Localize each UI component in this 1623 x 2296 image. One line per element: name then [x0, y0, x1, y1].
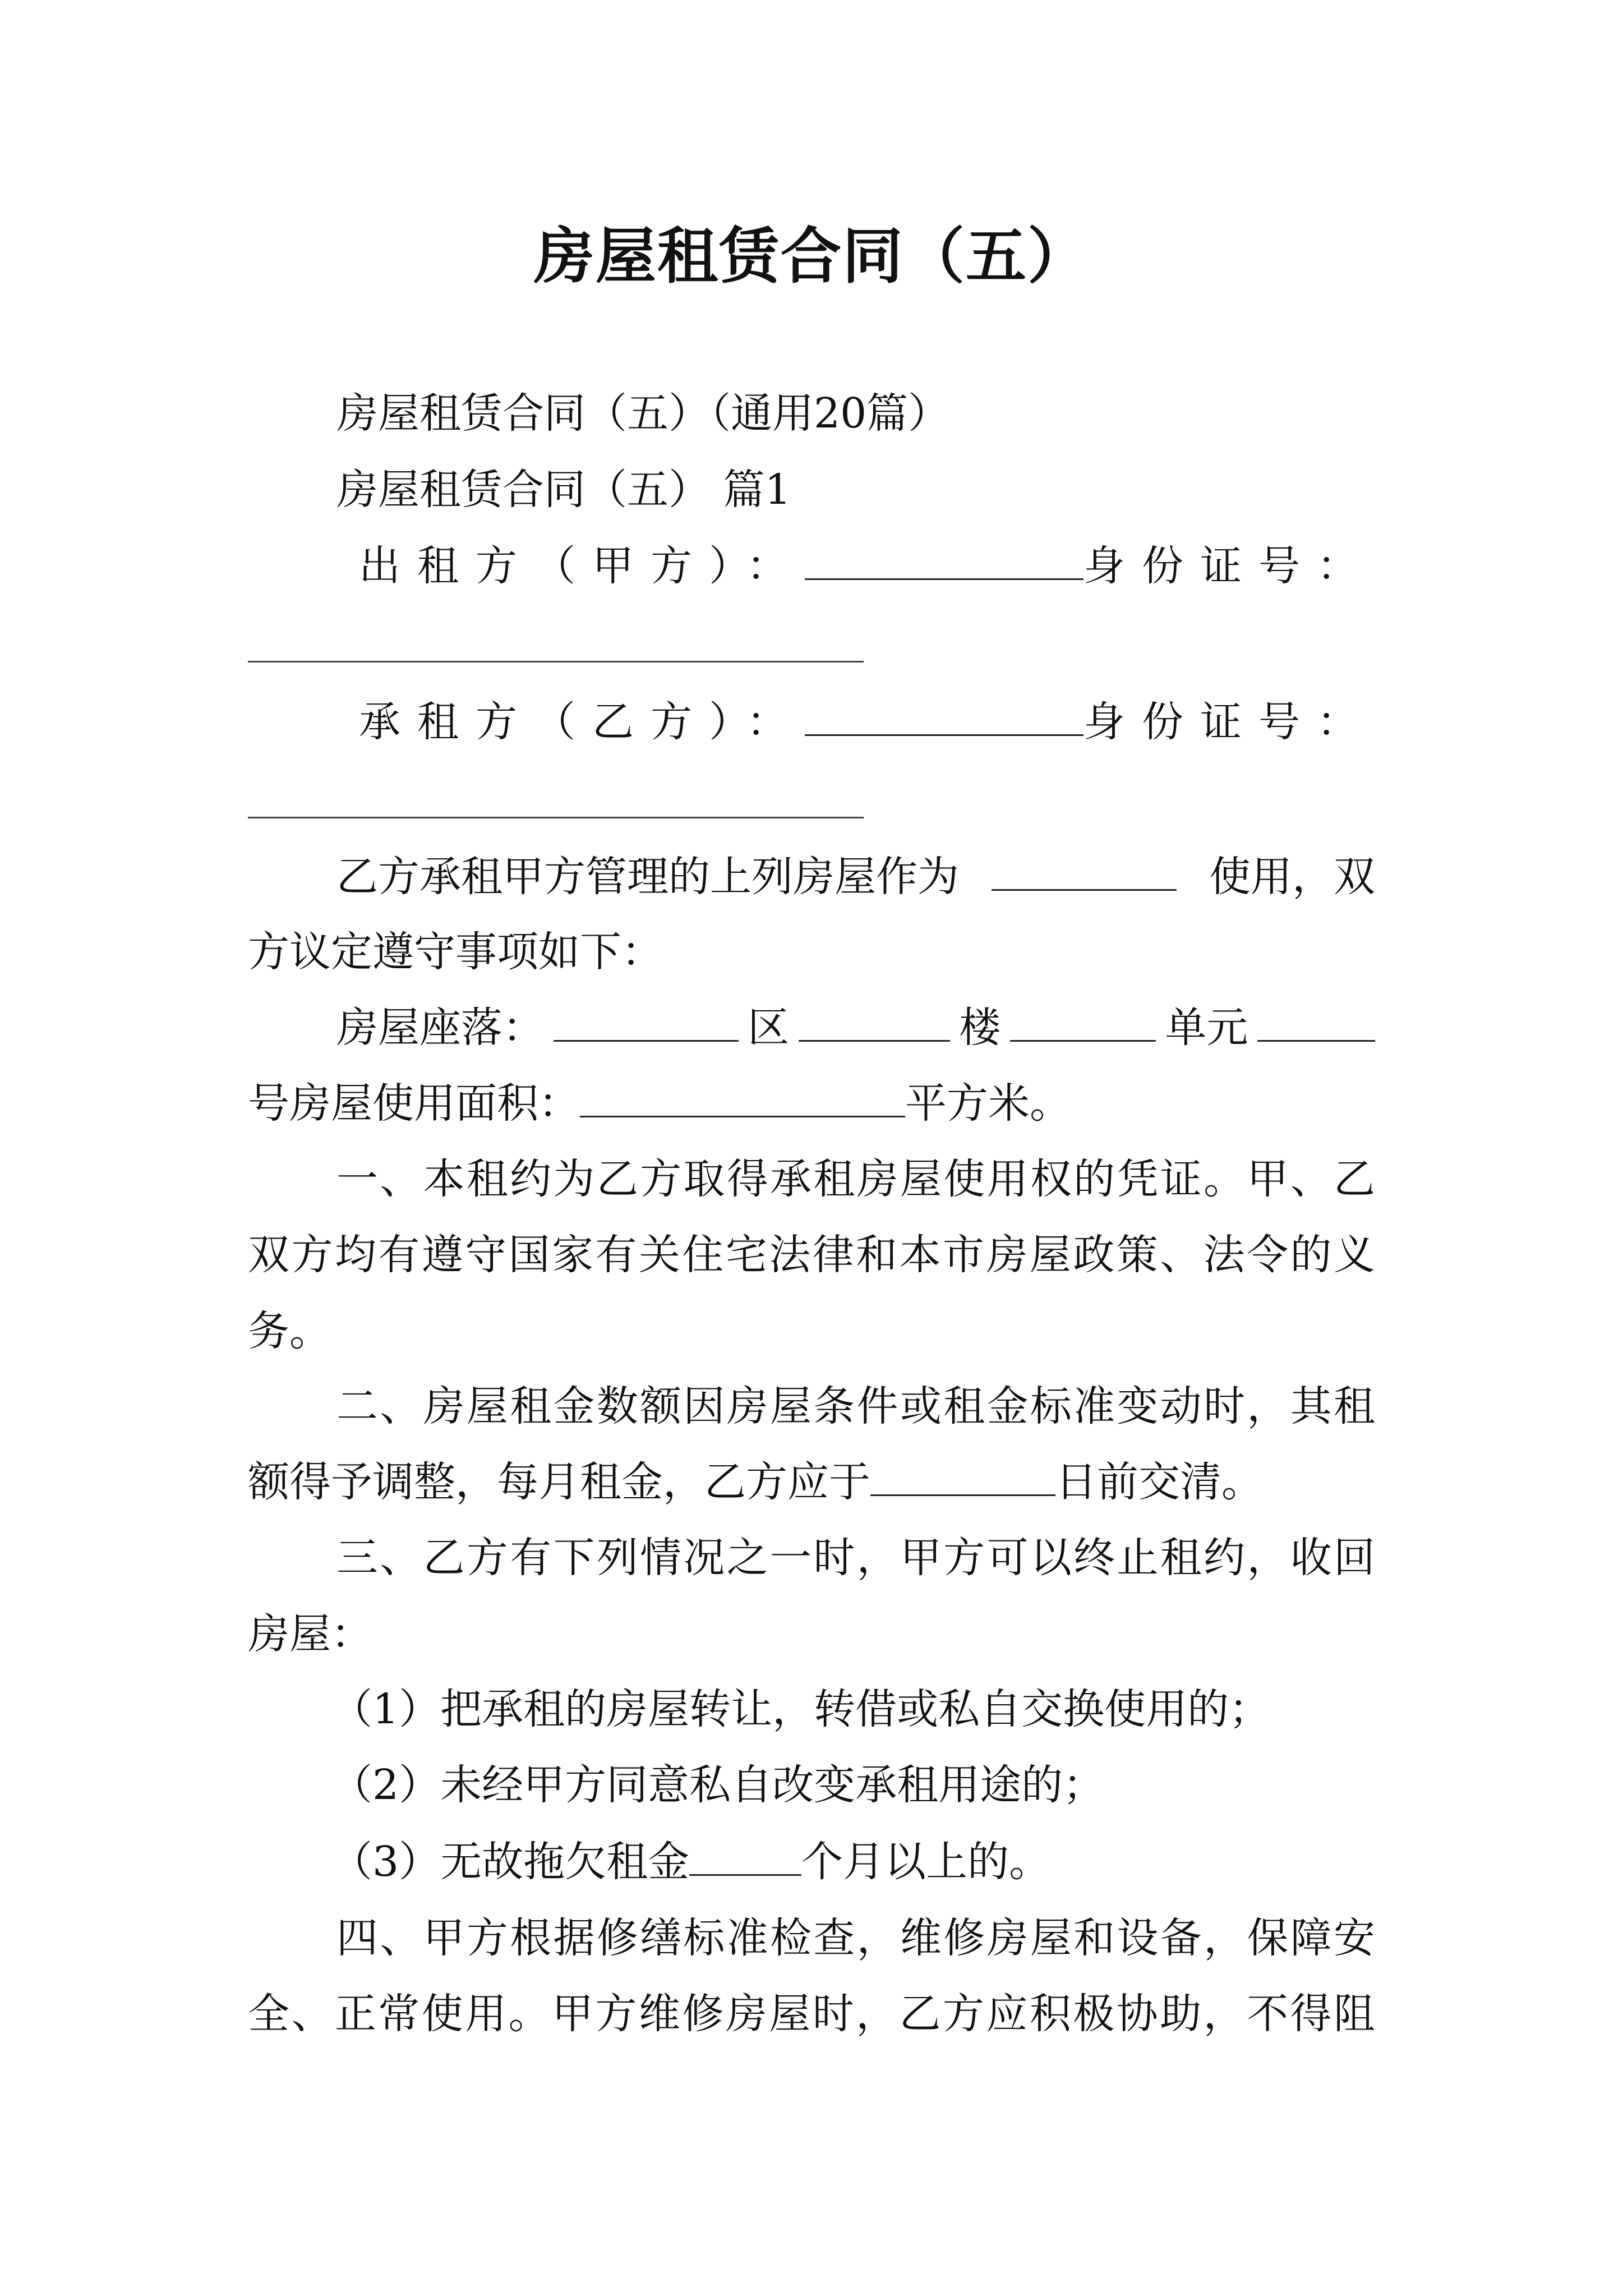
lessor-label: 出租方（甲方）： — [359, 542, 805, 590]
area-blank — [580, 1083, 905, 1117]
district-blank — [554, 1007, 739, 1042]
building-label: 楼 — [959, 1004, 1001, 1052]
lessee-id-label: 身份证号： — [1083, 698, 1375, 746]
clause-2-text-a: 额得予调整，每月租金，乙方应于 — [248, 1458, 870, 1506]
usage-line-1 — [336, 853, 1375, 901]
usage-text-1: 乙方承租甲方管理的上列房屋作为 — [336, 853, 959, 901]
unit-label: 单元 — [1165, 1004, 1248, 1052]
arrears-months-blank — [689, 1842, 801, 1876]
lessor-id-label: 身份证号： — [1083, 542, 1375, 590]
usage-blank — [992, 857, 1177, 891]
room-blank — [1257, 1007, 1375, 1042]
location-line-1 — [336, 1004, 1375, 1052]
payment-day-blank — [870, 1462, 1055, 1496]
area-label: 号房屋使用面积： — [248, 1079, 580, 1128]
clause-1-line-1: 一、本租约为乙方取得承租房屋使用权的凭证。甲、乙 — [336, 1155, 1375, 1203]
clause-2-text-b: 日前交清。 — [1055, 1458, 1263, 1506]
clause-3-item-1: （1）把承租的房屋转让，转借或私自交换使用的； — [331, 1685, 1271, 1733]
district-label: 区 — [748, 1004, 790, 1052]
item-3-text-a: （3）无故拖欠租金 — [331, 1838, 690, 1886]
lessor-id-blank — [248, 661, 864, 662]
unit-blank — [1010, 1007, 1156, 1042]
clause-3-line-2: 房屋： — [248, 1610, 372, 1658]
clause-1-line-3: 务。 — [248, 1307, 331, 1355]
clause-2-line-1: 二、房屋租金数额因房屋条件或租金标准变动时，其租 — [336, 1382, 1375, 1430]
location-line-2 — [248, 1079, 1375, 1128]
building-blank — [799, 1007, 950, 1042]
document-title: 房屋租赁合同（五） — [533, 221, 1089, 292]
usage-line-2: 方议定遵守事项如下： — [248, 928, 663, 976]
lessee-id-blank — [248, 817, 864, 818]
subtitle: 房屋租赁合同（五）（通用20篇） — [336, 389, 950, 438]
area-unit: 平方米。 — [905, 1079, 1071, 1128]
lessor-name-blank — [805, 546, 1083, 580]
location-label: 房屋座落： — [336, 1004, 544, 1052]
lessee-name-blank — [805, 702, 1083, 736]
clause-4-line-2: 全、正常使用。甲方维修房屋时，乙方应积极协助，不得阻 — [248, 1990, 1375, 2038]
clause-3-line-1: 三、乙方有下列情况之一时，甲方可以终止租约，收回 — [336, 1534, 1375, 1582]
lessee-label: 承租方（乙方）： — [359, 698, 805, 746]
section-heading: 房屋租赁合同（五） 篇1 — [336, 466, 791, 514]
lessor-line — [359, 542, 1375, 590]
clause-4-line-1: 四、甲方根据修缮标准检查，维修房屋和设备，保障安 — [336, 1914, 1375, 1962]
clause-3-item-3 — [331, 1838, 1051, 1886]
usage-text-2: 使用，双 — [1209, 853, 1375, 901]
clause-2-line-2 — [248, 1458, 1375, 1506]
clause-1-line-2: 双方均有遵守国家有关住宅法律和本市房屋政策、法令的义 — [248, 1231, 1375, 1279]
item-3-text-b: 个月以上的。 — [801, 1838, 1051, 1886]
clause-3-item-2: （2）未经甲方同意私自改变承租用途的； — [331, 1761, 1105, 1809]
lessee-line — [359, 698, 1375, 746]
